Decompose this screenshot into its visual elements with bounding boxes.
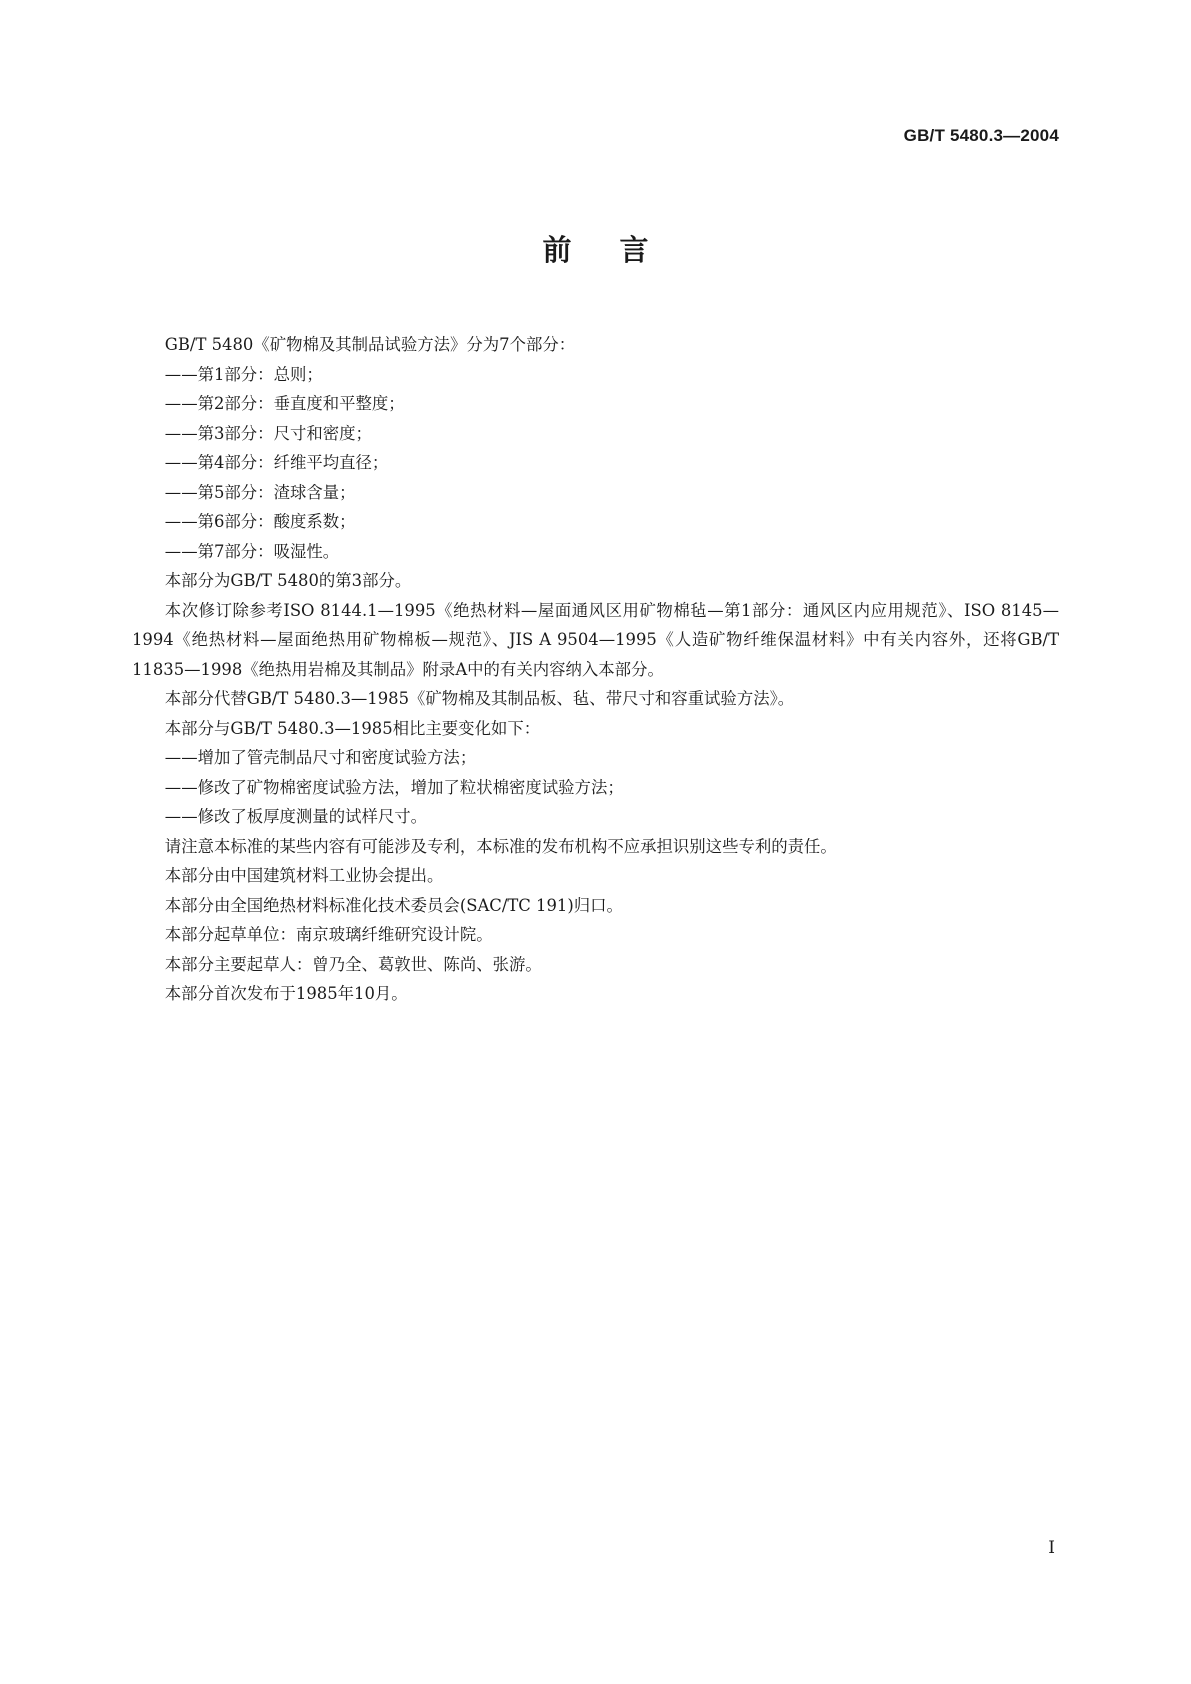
page-title: 前言 (542, 233, 697, 267)
list-item-part-4: ——第4部分：纤维平均直径； (164, 453, 389, 472)
paragraph-proposed-by: 本部分由中国建筑材料工业协会提出。 (164, 866, 444, 885)
list-item-part-7: ——第7部分：吸湿性。 (164, 541, 340, 561)
paragraph-first-published: 本部分首次发布于1985年10月。 (164, 984, 408, 1003)
paragraph-parts-intro: GB/T 5480《矿物棉及其制品试验方法》分为7个部分： (164, 335, 576, 354)
page-number: I (1048, 1538, 1055, 1558)
paragraph-patent-notice: 请注意本标准的某些内容有可能涉及专利，本标准的发布机构不应承担识别这些专利的责任。 (164, 836, 837, 856)
list-item-part-2: ——第2部分：垂直度和平整度； (164, 394, 405, 413)
list-item-part-5: ——第5部分：渣球含量； (164, 482, 356, 502)
list-item-part-3: ——第3部分：尺寸和密度； (164, 423, 372, 443)
list-item-change-2: ——修改了矿物棉密度试验方法，增加了粒状棉密度试验方法； (164, 777, 624, 797)
paragraph-changes-intro: 本部分与GB/T 5480.3—1985相比主要变化如下： (164, 718, 541, 738)
paragraph-this-part: 本部分为GB/T 5480的第3部分。 (164, 571, 412, 590)
list-item-change-1: ——增加了管壳制品尺寸和密度试验方法； (164, 748, 477, 767)
paragraph-replaces: 本部分代替GB/T 5480.3—1985《矿物棉及其制品板、毡、带尺寸和容重试验方法》。 (164, 689, 795, 708)
list-item-change-3: ——修改了板厚度测量的试样尺寸。 (164, 807, 428, 826)
paragraph-drafters: 本部分主要起草人：曾乃全、葛敦世、陈尚、张游。 (164, 954, 542, 974)
list-item-part-1: ——第1部分：总则； (164, 364, 323, 384)
paragraph-revision-references: 本次修订除参考ISO 8144.1—1995《绝热材料—屋面通风区用矿物棉毡—第1部分：通风区内应用规范》、ISO 8145—1994《绝热材料—屋面绝热用矿物棉板—规范》、JIS A 9504—1995《人造矿物纤维保温材料》中有关内容外，还将GB/T 11835—1998《绝热用岩棉及其制品》附录A中的有关内容纳入本部分。 (132, 600, 1059, 679)
paragraph-drafting-unit: 本部分起草单位：南京玻璃纤维研究设计院。 (164, 925, 493, 944)
list-item-part-6: ——第6部分：酸度系数； (164, 512, 356, 531)
foreword-body (132, 330, 1059, 1009)
paragraph-centralized-by: 本部分由全国绝热材料标准化技术委员会(SAC/TC 191)归口。 (164, 895, 623, 915)
document-code: GB/T 5480.3—2004 (903, 126, 1059, 145)
